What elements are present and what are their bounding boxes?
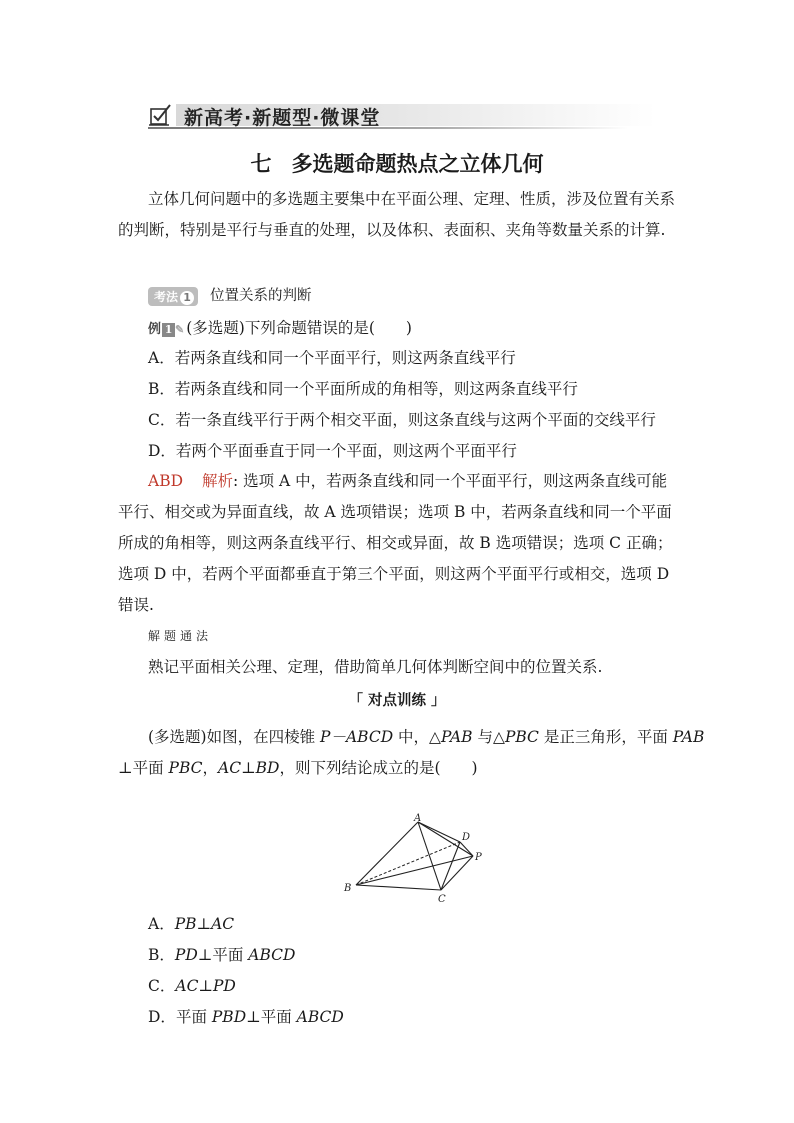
title-number: 七 <box>250 152 272 176</box>
method-heading <box>148 284 312 306</box>
example-option-c: C．若一条直线平行于两个相交平面，则这条直线与这两个平面的交线平行 <box>148 411 656 429</box>
leaf-icon: ✎ <box>175 323 185 336</box>
label-b: B <box>344 883 352 894</box>
answer-label: ABD <box>148 472 184 490</box>
training-option-a: A．PB⊥AC <box>148 915 235 933</box>
example-option-b: B．若两条直线和同一个平面所成的角相等，则这两条直线平行 <box>148 380 578 398</box>
label-d: D <box>462 832 471 843</box>
example-option-d: D．若两个平面垂直于同一个平面，则这两个平面平行 <box>148 442 517 460</box>
edge-bc <box>356 885 441 890</box>
training-stem-line1: (多选题)如图，在四棱锥 P－ABCD 中，△PAB 与△PBC 是正三角形，平面 PAB <box>148 728 705 746</box>
label-a: A <box>414 813 422 824</box>
page-title <box>0 148 794 178</box>
label-p: P <box>475 852 482 863</box>
pyramid-figure <box>340 812 500 904</box>
intro-paragraph: 立体几何问题中的多选题主要集中在平面公理、定理、性质，涉及位置有关系的判断，特别是平行与垂直的处理，以及体积、表面积、夹角等数量关系的计算. <box>118 190 676 239</box>
example-stem: 例 1 ✎ (多选题)下列命题错误的是( ) <box>148 319 412 337</box>
edge-cp <box>441 856 473 890</box>
method-summary-heading: 解题通法 <box>148 629 213 643</box>
title-text: 多选题命题热点之立体几何 <box>291 152 544 176</box>
analysis-text: : 选项 A 中，若两条直线和同一个平面平行，则这两条直线可能平行、相交或为异面直线，故 A 选项错误；选项 B 中，若两条直线和同一个平面所成的角相等，则这两条直线平行、相交或异面，故 B 选项错误；选项 C 正确；选项 D 中，若两个平面都垂直于第三个平面，则这两个平面平行或相交，选项 D 错误. <box>118 472 673 614</box>
header-label: 新高考·新题型·微课堂 <box>184 107 381 129</box>
section-header <box>148 100 658 130</box>
analysis-label: 解析 <box>201 472 233 490</box>
example-analysis <box>118 466 680 621</box>
training-option-d: D．平面 PBD⊥平面 ABCD <box>148 1008 344 1026</box>
method-title: 位置关系的判断 <box>210 288 312 304</box>
edge-ab <box>356 822 418 885</box>
training-heading: 「 对点训练 」 <box>348 692 446 709</box>
checkbox-icon <box>148 102 174 128</box>
method-tag: 考法 1 <box>148 287 198 306</box>
training-stem-line2: ⊥平面 PBC，AC⊥BD，则下列结论成立的是( ) <box>118 759 478 777</box>
example-option-a: A．若两条直线和同一个平面平行，则这两条直线平行 <box>148 349 516 367</box>
example-badge: 例 1 ✎ <box>148 322 185 337</box>
training-option-c: C．AC⊥PD <box>148 977 236 995</box>
method-summary-text: 熟记平面相关公理、定理，借助简单几何体判断空间中的位置关系. <box>148 658 603 676</box>
training-option-b: B．PD⊥平面 ABCD <box>148 946 296 964</box>
label-c: C <box>438 894 446 904</box>
edge-bp <box>356 856 473 885</box>
edge-ac <box>418 822 441 890</box>
edge-cd <box>441 842 460 890</box>
